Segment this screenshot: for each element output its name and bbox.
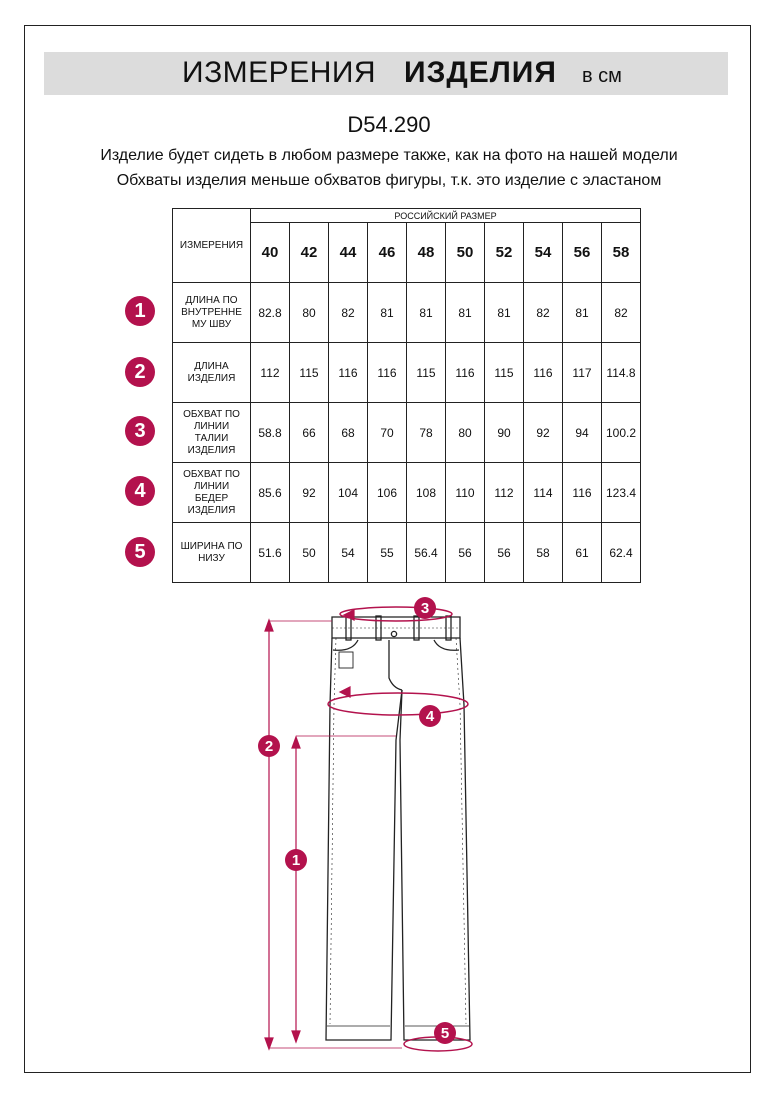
table-cell: 58.8: [251, 403, 290, 463]
table-cell: 58: [524, 523, 563, 583]
table-cell: 115: [290, 343, 329, 403]
table-cell: 81: [368, 283, 407, 343]
table-cell: 78: [407, 403, 446, 463]
row-label-line: БЕДЕР: [194, 492, 229, 504]
row-label-line: ДЛИНА ПО: [185, 294, 238, 306]
row-label-line: ЛИНИИ: [193, 420, 230, 432]
table-cell: 82.8: [251, 283, 290, 343]
table-cell: 114.8: [602, 343, 641, 403]
row-label-line: ИЗДЕЛИЯ: [187, 372, 236, 384]
diagram-badge-5: [434, 1022, 456, 1044]
table-cell: 62.4: [602, 523, 641, 583]
table-cell: 104: [329, 463, 368, 523]
row-label-line: МУ ШВУ: [191, 318, 232, 330]
table-cell: 100.2: [602, 403, 641, 463]
row-label-line: ВНУТРЕННЕ: [181, 306, 242, 318]
header-title-part2: ИЗДЕЛИЯ: [404, 56, 557, 89]
table-cell: 116: [368, 343, 407, 403]
svg-text:4: 4: [425, 708, 435, 725]
svg-text:2: 2: [264, 738, 274, 755]
row-label-line: ЛИНИИ: [193, 480, 230, 492]
table-cell: 116: [524, 343, 563, 403]
table-cell: 108: [407, 463, 446, 523]
table-cell: 116: [563, 463, 602, 523]
diagram-badge-1: [285, 849, 307, 871]
size-header-cell: 52: [485, 223, 524, 283]
table-cell: 81: [563, 283, 602, 343]
table-cell: 110: [446, 463, 485, 523]
table-cell: 115: [485, 343, 524, 403]
size-header-cell: 40: [251, 223, 290, 283]
row-label-line: ТАЛИИ: [194, 432, 229, 444]
size-header-cell: 42: [290, 223, 329, 283]
table-cell: 123.4: [602, 463, 641, 523]
table-cell: 82: [602, 283, 641, 343]
size-header-cell: 58: [602, 223, 641, 283]
svg-text:1: 1: [291, 852, 301, 869]
table-cell: 117: [563, 343, 602, 403]
table-cell: 116: [329, 343, 368, 403]
header-unit: в см: [582, 65, 622, 87]
row-label-line: ШИРИНА ПО: [180, 540, 243, 552]
size-header-cell: 44: [329, 223, 368, 283]
table-cell: 116: [446, 343, 485, 403]
diagram-badge-3: [414, 597, 436, 619]
row-label-line: ДЛИНА: [194, 360, 229, 372]
header-title-part1: ИЗМЕРЕНИЯ: [182, 56, 377, 89]
table-cell: 80: [446, 403, 485, 463]
table-cell: 56.4: [407, 523, 446, 583]
row-label-line: ИЗДЕЛИЯ: [187, 444, 236, 456]
table-cell: 66: [290, 403, 329, 463]
table-cell: 114: [524, 463, 563, 523]
size-header-cell: 50: [446, 223, 485, 283]
table-cell: 90: [485, 403, 524, 463]
table-cell: 112: [251, 343, 290, 403]
size-group-label: РОССИЙСКИЙ РАЗМЕР: [251, 209, 641, 223]
table-cell: 56: [446, 523, 485, 583]
diagram-badge-2: [258, 735, 280, 757]
table-cell: 54: [329, 523, 368, 583]
table-cell: 50: [290, 523, 329, 583]
table-cell: 94: [563, 403, 602, 463]
table-cell: 81: [446, 283, 485, 343]
row-label-line: ИЗДЕЛИЯ: [187, 504, 236, 516]
size-header-cell: 54: [524, 223, 563, 283]
row-badge: 2: [125, 357, 155, 387]
size-header-cell: 46: [368, 223, 407, 283]
table-cell: 70: [368, 403, 407, 463]
table-cell: 85.6: [251, 463, 290, 523]
table-cell: 61: [563, 523, 602, 583]
table-cell: 106: [368, 463, 407, 523]
row-label-line: ОБХВАТ ПО: [183, 468, 240, 480]
row-label-line: НИЗУ: [198, 552, 225, 564]
table-cell: 68: [329, 403, 368, 463]
row-badge: 1: [125, 296, 155, 326]
row-badge: 5: [125, 537, 155, 567]
table-cell: 81: [485, 283, 524, 343]
table-cell: 80: [290, 283, 329, 343]
corner-label: ИЗМЕРЕНИЯ: [173, 209, 251, 283]
stretch-note: Обхваты изделия меньше обхватов фигуры, т.к. это изделие с эластаном: [116, 172, 662, 189]
measurement-lines: [265, 607, 472, 1051]
svg-text:3: 3: [420, 600, 430, 617]
table-cell: 81: [407, 283, 446, 343]
fit-note: Изделие будет сидеть в любом размере также, как на фото на нашей модели: [100, 147, 678, 164]
table-cell: 55: [368, 523, 407, 583]
row-label-line: ОБХВАТ ПО: [183, 408, 240, 420]
diagram-badges: [258, 597, 456, 1044]
size-header-cell: 48: [407, 223, 446, 283]
row-badge: 3: [125, 416, 155, 446]
table-cell: 112: [485, 463, 524, 523]
table-cell: 82: [329, 283, 368, 343]
diagram-badge-4: [419, 705, 441, 727]
svg-text:5: 5: [440, 1025, 450, 1042]
jeans-outline-icon: [326, 616, 470, 1040]
table-cell: 92: [524, 403, 563, 463]
size-header-cell: 56: [563, 223, 602, 283]
table-cell: 56: [485, 523, 524, 583]
table-cell: 51.6: [251, 523, 290, 583]
table-cell: 115: [407, 343, 446, 403]
table-cell: 92: [290, 463, 329, 523]
table-cell: 82: [524, 283, 563, 343]
product-code: D54.290: [347, 112, 431, 137]
row-badge: 4: [125, 476, 155, 506]
